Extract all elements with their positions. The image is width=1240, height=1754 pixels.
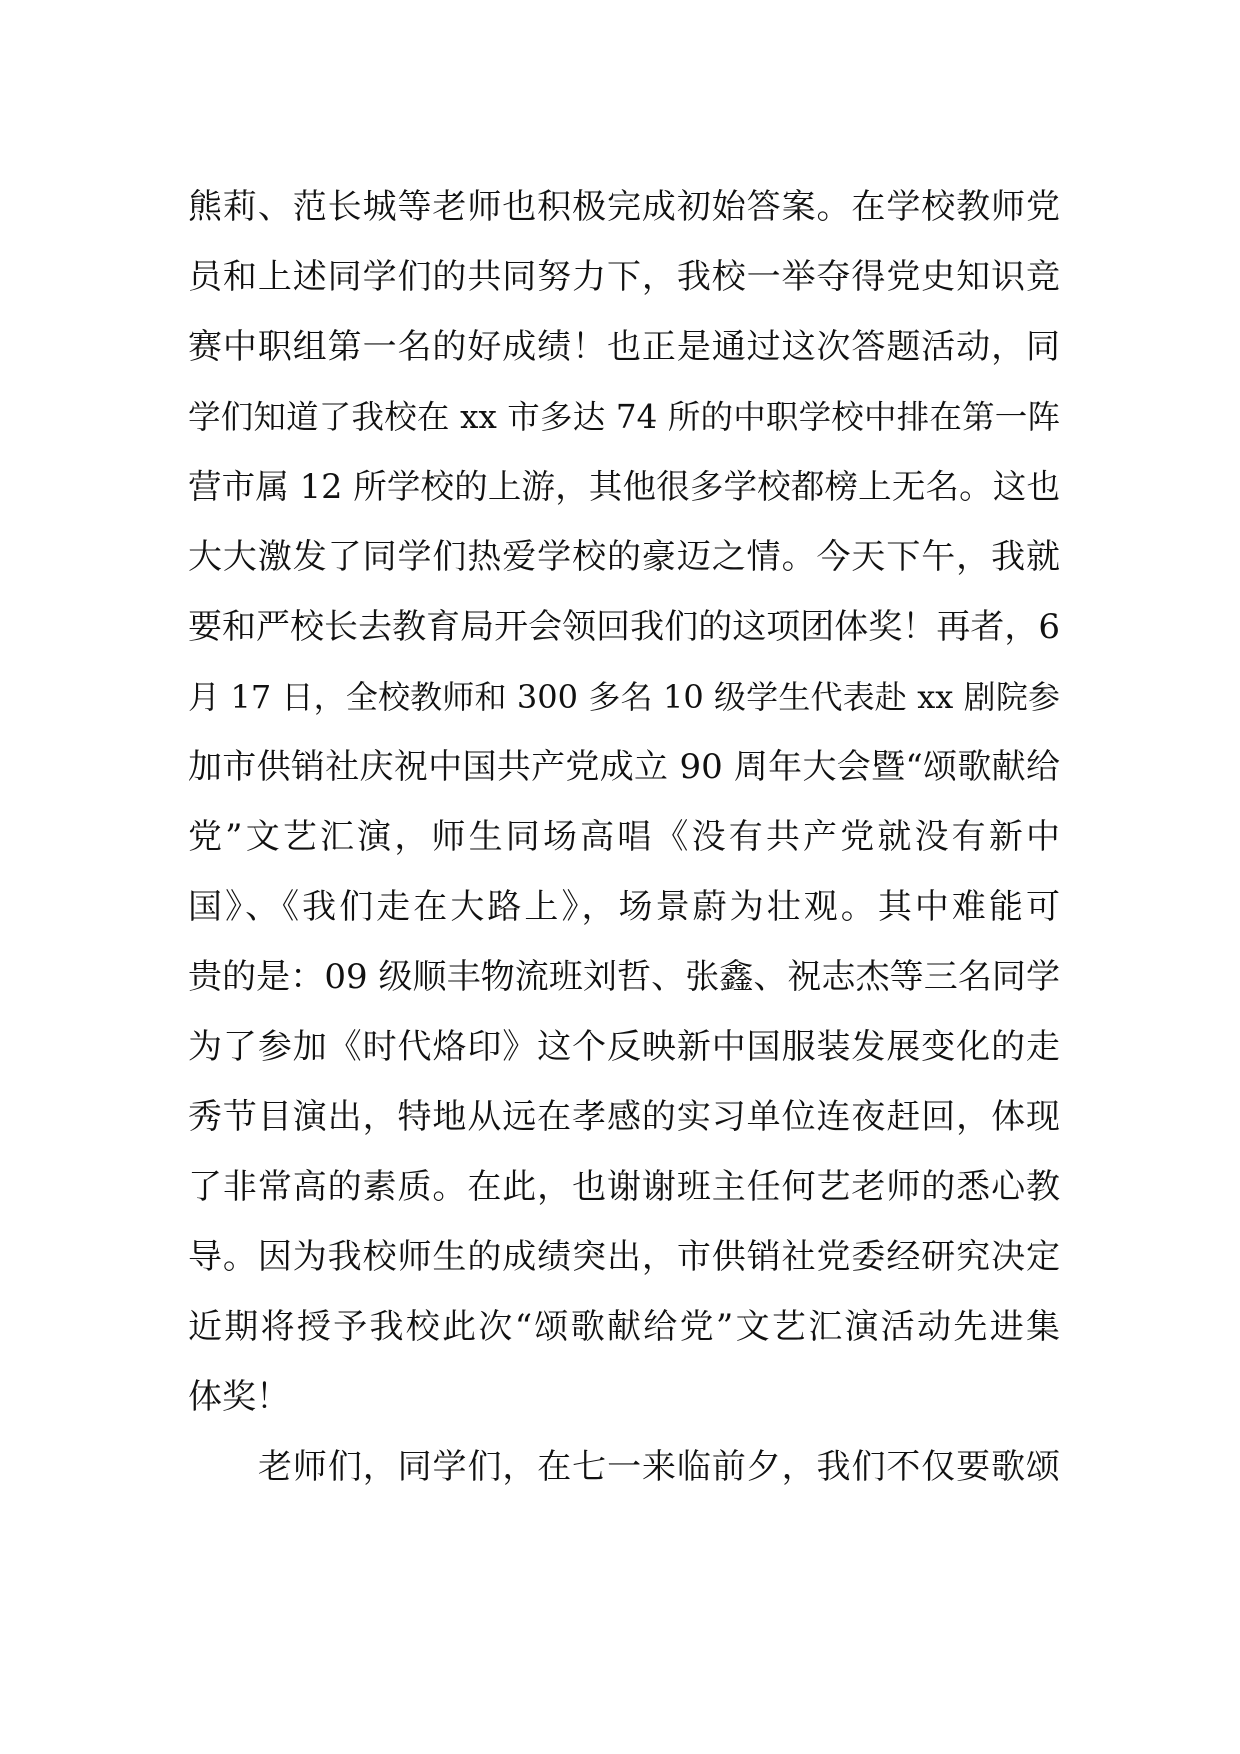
text-line: 老师们，同学们，在七一来临前夕，我们不仅要歌颂 [258,1447,1060,1487]
text-line: 秀节目演出，特地从远在孝感的实习单位连夜赶回，体现 [188,1097,1060,1137]
text-line: 加市供销社庆祝中国共产党成立 90 周年大会暨“颂歌献给 [188,747,1060,787]
text-line: 导。因为我校师生的成绩突出，市供销社党委经研究决定 [188,1237,1060,1277]
text-line: 体奖！ [188,1377,290,1417]
text-line: 了非常高的素质。在此，也谢谢班主任何艺老师的悉心教 [188,1167,1060,1207]
text-line: 要和严校长去教育局开会领回我们的这项团体奖！再者，6 [188,607,1060,647]
text-line: 国》、《我们走在大路上》，场景蔚为壮观。其中难能可 [188,887,1060,927]
text-line: 为了参加《时代烙印》这个反映新中国服装发展变化的走 [188,1027,1060,1067]
text-line: 近期将授予我校此次“颂歌献给党”文艺汇演活动先进集 [188,1307,1060,1347]
text-line: 党”文艺汇演，师生同场高唱《没有共产党就没有新中 [188,817,1060,857]
document-body [188,172,1060,1502]
text-line: 员和上述同学们的共同努力下，我校一举夺得党史知识竞 [188,257,1060,297]
text-line: 大大激发了同学们热爱学校的豪迈之情。今天下午，我就 [188,537,1060,577]
text-line: 营市属 12 所学校的上游，其他很多学校都榜上无名。这也 [188,467,1060,506]
text-line: 赛中职组第一名的好成绩！也正是通过这次答题活动，同 [188,327,1060,367]
text-line: 贵的是：09 级顺丰物流班刘哲、张鑫、祝志杰等三名同学 [188,957,1060,997]
text-line: 月 17 日，全校教师和 300 多名 10 级学生代表赴 xx 剧院参 [188,678,1060,716]
text-line: 学们知道了我校在 xx 市多达 74 所的中职学校中排在第一阵 [188,398,1060,436]
text-line: 熊莉、范长城等老师也积极完成初始答案。在学校教师党 [188,187,1060,227]
